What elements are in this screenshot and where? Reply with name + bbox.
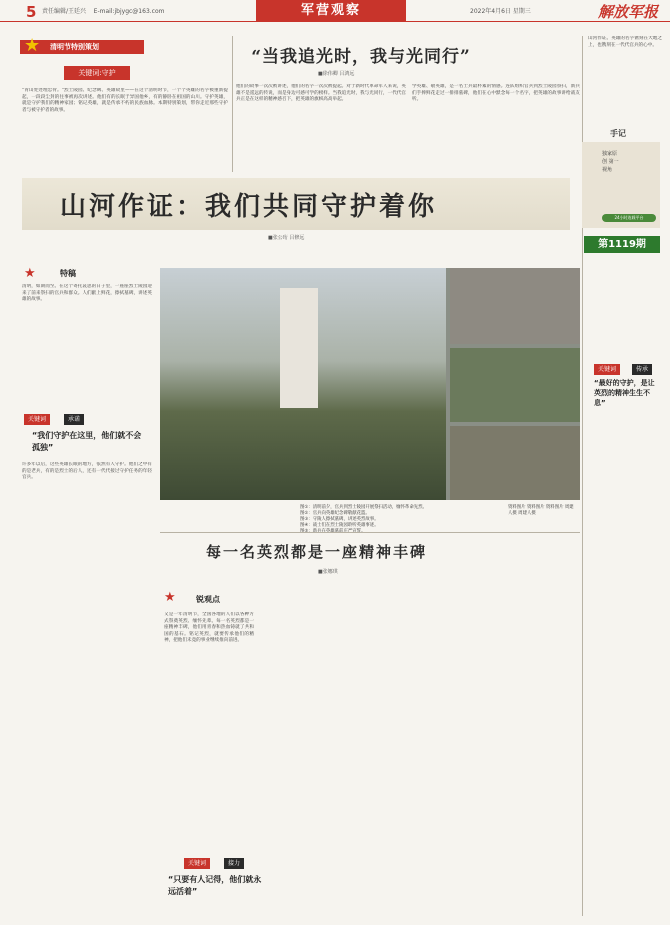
caption-2: 图②：官兵向英雄纪念碑敬献花篮。 [300, 511, 370, 516]
article-1-col-1: 他们的故事一次次被讲述，他们的名字一次次被提起。对于新时代革命军人来说，英雄不是遥远的传说，而是身边可感可学的榜样。当我追光时，我与光同行，一代代官兵正是在这样的精神感召下，把英雄的旗帜高高举起。 [236, 84, 406, 103]
photo-2 [450, 268, 580, 344]
caption-1: 图①：清明前夕，官兵到烈士陵园开展祭扫活动，缅怀革命先烈。 [300, 505, 427, 510]
article-1-col-2: 学英雄、敬英雄，是一名士兵最朴素的情感。连队组织官兵到烈士陵园祭扫，新兵们手捧鲜花走过一排排墓碑，他们在心中默念每一个名字，把英雄的故事讲给战友听。 [412, 84, 580, 103]
star-icon: ★ [164, 590, 176, 605]
special-label: 特稿 [60, 269, 76, 278]
keyword-tag: 关键词 [184, 858, 210, 869]
photo-credit: 资料图片 资料图片 资料图片 周建人摄 周建人摄 [508, 505, 574, 516]
inherit-tag: 传承 [632, 364, 652, 375]
page-number: 5 [26, 3, 37, 21]
page-header [0, 0, 670, 22]
caption-3: 图③：守陵人擦拭墓碑，讲述英烈故事。 [300, 517, 379, 522]
keyword-tag: 关键词:守护 [64, 66, 130, 80]
article-3-title: 每一名英烈都是一座精神丰碑 [206, 543, 428, 561]
section-title: 军营观察 [256, 0, 406, 22]
intro-text: "青山处处埋忠骨。"烈士陵园、纪念碑、英雄故里——在这个清明时节，一个个英雄的名字被重新提起，一段段尘封的往事被再次讲述。他们有的长眠于异国他乡，有的静卧在祖国的山川。守护英雄，就是守护我们的精神家园；铭记英雄，就是传承不朽的民族血脉。本期特别策划，带你走近那些守护者与被守护者的故事。 [22, 88, 228, 113]
section-divider [160, 532, 580, 533]
article-1-byline: ■徐伟卿 吕鸿远 [318, 71, 355, 77]
article-3-byline: ■张娜琪 [318, 569, 338, 575]
keyword-tag: 关键词 [594, 364, 620, 375]
photo-4 [450, 426, 580, 500]
special-body-1: 清明，如期而至。在这个寄托哀思的日子里，一座座烈士陵园迎来了前来祭扫的官兵和群众。人们献上鲜花，擦拭墓碑，讲述英雄的故事。 [22, 284, 152, 303]
article-2-title: 山河作证：我们共同守护着你 [60, 192, 438, 222]
notes-title: 手记 [610, 129, 626, 138]
article-2-byline: ■张公珩 吕修远 [268, 235, 305, 241]
notes-box [582, 129, 660, 228]
promise-tag: 承诺 [64, 414, 84, 425]
ribbon-label: 清明节特别策划 [50, 43, 99, 51]
quote-1: “我们守护在这里，他们就不会孤独” [32, 431, 142, 452]
column-divider [232, 36, 233, 172]
notes-subtitle: 独家原创 第一视角 [602, 151, 619, 173]
photo-3 [450, 348, 580, 422]
relay-tag: 接力 [224, 858, 244, 869]
article-1-title: “当我追光时，我与光同行” [251, 47, 471, 67]
star-icon: ★ [24, 35, 41, 56]
email: E-mail:jbjygc@163.com [93, 8, 165, 15]
article-3-body: 又是一年清明节，全国各地的人们以各种方式祭奠英烈、缅怀先辈。每一名英烈都是一座精神丰碑，他们用青春和热血铸就了共和国的基石。铭记英烈，就要传承他们的精神，把他们未竟的事业继续推向前进。 [164, 612, 254, 644]
issue-date: 2022年4月6日 星期三 [470, 8, 531, 15]
notes-intro-text: 山河作证。英雄的名字镌刻在大地之上，也镌刻在一代代官兵的心中。 [588, 36, 662, 48]
issue-number-badge: 第1119期 [584, 236, 660, 253]
caption-4: 图④：战士们在烈士陵园聆听英雄事迹。 [300, 523, 379, 528]
quote-3: “只要有人记得，他们就永远活着” [168, 875, 262, 896]
editor: 责任编辑/王廷兴 [42, 8, 87, 15]
photo-collage [160, 268, 580, 500]
notes-pill: 24小时连载平台 [602, 214, 656, 222]
newspaper-logo: 解放军报 [598, 3, 659, 21]
quote-2: “最好的守护，是让英烈的精神生生不息” [594, 379, 655, 407]
editor-line [42, 6, 164, 15]
monument-shape [280, 288, 318, 408]
star-icon: ★ [24, 266, 36, 281]
keyword-tag: 关键词 [24, 414, 50, 425]
opinion-label: 锐观点 [196, 595, 220, 604]
special-body-2: 许多年以后，这些英雄长眠的地方，依然有人守护。他们之中有的是老兵，有的是烈士的后人，还有一代代接过守护任务的年轻官兵。 [22, 462, 152, 481]
